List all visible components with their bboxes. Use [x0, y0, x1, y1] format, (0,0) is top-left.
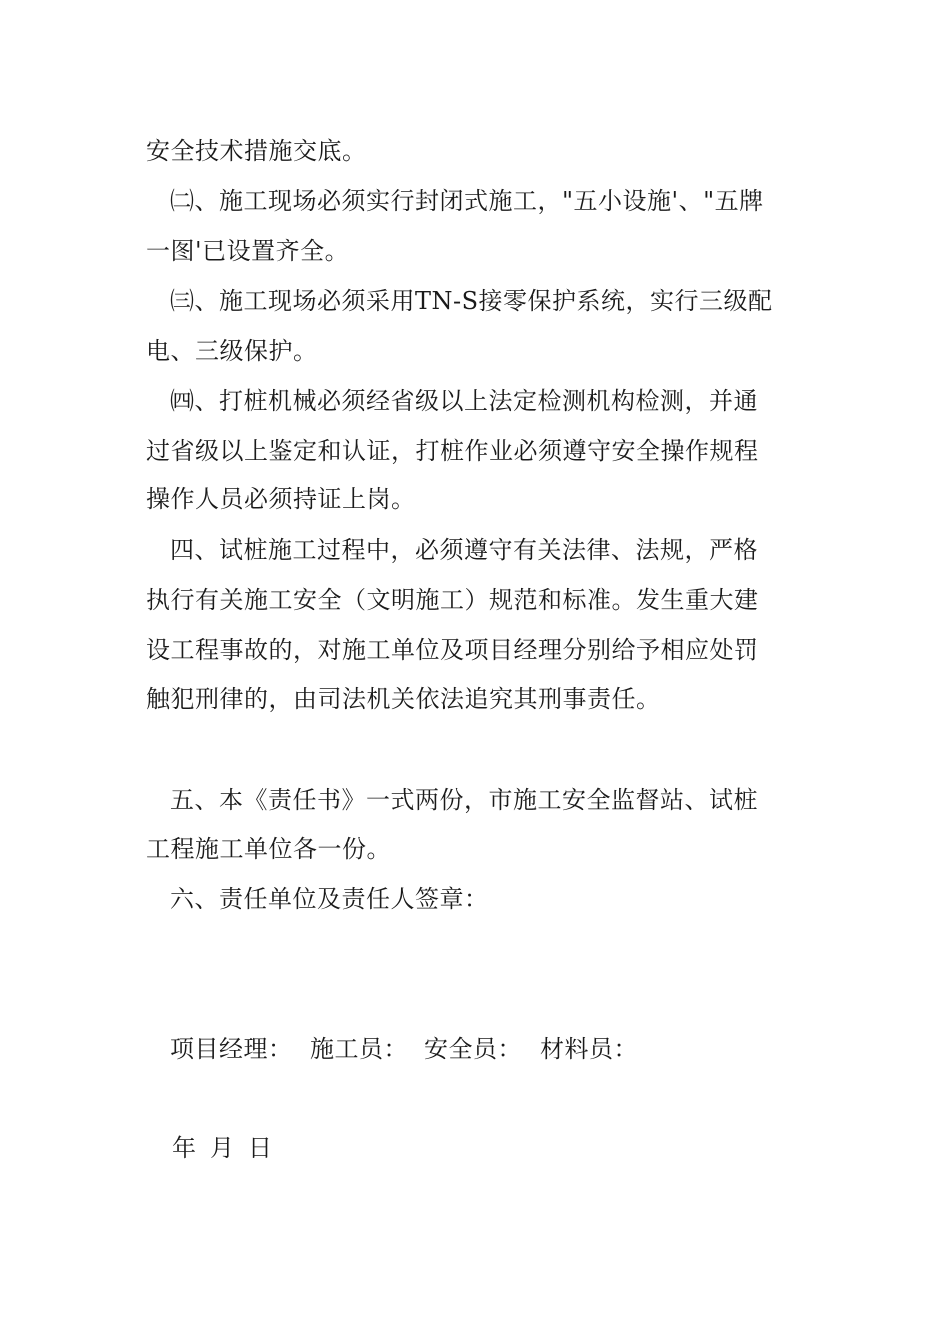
- text-line: 设工程事故的，对施工单位及项目经理分别给予相应处罚: [146, 636, 759, 664]
- signature-project-manager: 项目经理：: [170, 1035, 293, 1063]
- signature-construction-staff: 施工员：: [310, 1035, 408, 1063]
- text-line: 安全技术措施交底。: [146, 137, 367, 165]
- signature-safety-officer: 安全员：: [424, 1035, 522, 1063]
- text-line: 操作人员必须持证上岗。: [146, 485, 416, 513]
- date-day: 日: [248, 1134, 273, 1162]
- text-line: 电、三级保护。: [146, 337, 318, 365]
- text-line: 六、责任单位及责任人签章：: [170, 885, 489, 913]
- text-line: 过省级以上鉴定和认证，打桩作业必须遵守安全操作规程: [146, 437, 759, 465]
- text-line: 工程施工单位各一份。: [146, 835, 391, 863]
- text-line: ㈢、施工现场必须采用TN-S接零保护系统，实行三级配: [170, 287, 773, 315]
- text-line: 四、试桩施工过程中，必须遵守有关法律、法规，严格: [170, 536, 758, 564]
- date-year: 年: [172, 1134, 197, 1162]
- text-line: 触犯刑律的，由司法机关依法追究其刑事责任。: [146, 685, 661, 713]
- text-line: 执行有关施工安全（文明施工）规范和标准。发生重大建: [146, 586, 759, 614]
- text-line: ㈣、打桩机械必须经省级以上法定检测机构检测，并通: [170, 387, 758, 415]
- text-line: ㈡、施工现场必须实行封闭式施工，"五小设施'、"五牌: [170, 187, 764, 215]
- text-line: 一图'已设置齐全。: [146, 237, 350, 265]
- text-line: 五、本《责任书》一式两份，市施工安全监督站、试桩: [170, 786, 758, 814]
- date-month: 月: [210, 1134, 235, 1162]
- signature-materials-officer: 材料员：: [540, 1035, 638, 1063]
